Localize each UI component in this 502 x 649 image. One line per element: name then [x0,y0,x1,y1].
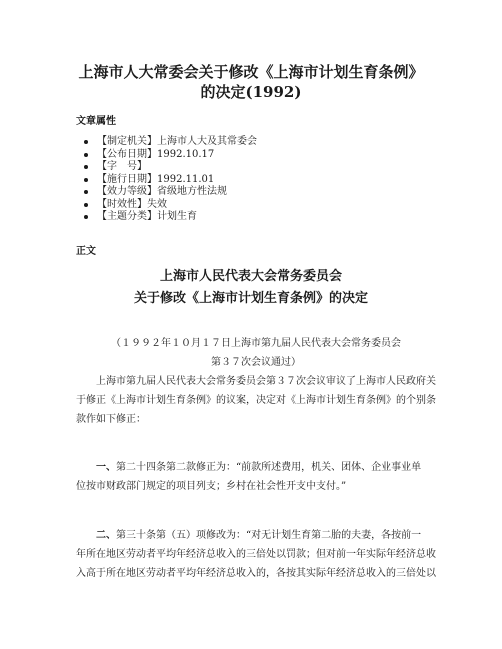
item1-number: 一、 [96,462,116,473]
item2-line-3: 入高于所在地区劳动者平均年经济总收入的，各按其实际年经济总收入的三倍处以 [76,568,436,579]
bullet-icon [84,203,88,207]
item2-line-1 [76,526,436,545]
bullet-icon [84,215,88,219]
item2-number: 二、 [96,530,116,541]
bullet-icon [84,178,88,182]
attribute-item [84,199,257,212]
attributes-list [84,136,257,224]
attribute-value: 1992.10.17 [157,148,215,160]
attribute-item [84,136,257,149]
decision-heading-line-2: 关于修改《上海市计划生育条例》的决定 [133,291,368,306]
attributes-section-label: 文章属性 [76,116,116,127]
bullet-icon [84,165,88,169]
body-section-label: 正文 [76,246,96,257]
amendment-item-2 [76,526,436,583]
item2-text-1: 第三十条第（五）项修改为：“对无计划生育第二胎的夫妻，各按前一 [116,530,422,541]
amendment-item-1 [76,458,436,496]
attribute-value: 计划生育 [157,211,197,222]
item1-line-1 [76,458,436,477]
decision-heading-line-1: 上海市人民代表大会常务委员会 [159,269,342,284]
attribute-value: 省级地方性法规 [157,186,227,197]
adoption-note-line-1: （１９９２年１０月１７日上海市第九届人民代表大会常务委员会 [111,338,401,349]
attribute-value: 失效 [147,198,167,210]
intro-line-3: 款作如下修正： [76,414,146,425]
attribute-item [84,211,257,224]
attribute-key: 【主题分类】 [97,211,157,222]
attribute-key: 【施行日期】 [97,173,157,185]
attribute-value: 1992.11.01 [157,173,215,185]
attribute-key: 【字 号】 [97,161,147,172]
adoption-note-line-2: 第３７次会议通过） [211,357,301,368]
bullet-icon [84,153,88,157]
item1-line-2: 位按市财政部门规定的项目列支；乡村在社会性开支中支付。” [76,481,347,492]
attribute-key: 【效力等级】 [97,186,157,197]
attribute-key: 【制定机关】 [97,136,157,147]
attribute-key: 【公布日期】 [97,148,157,160]
attribute-value: 上海市人大及其常委会 [157,136,257,147]
attribute-item [84,149,257,162]
document-title [40,62,462,102]
bullet-icon [84,140,88,144]
attribute-key: 【时效性】 [97,198,147,210]
decision-heading [40,266,462,310]
attribute-item [84,186,257,199]
attribute-item [84,174,257,187]
item1-text-1: 第二十四条第二款修正为：“前款所述费用，机关、团体、企业事业单 [116,462,422,473]
item2-line-2: 年所在地区劳动者平均年经济总收入的三倍处以罚款；但对前一年实际年经济总收 [76,549,436,560]
document-title-line-1: 上海市人大常委会关于修改《上海市计划生育条例》 [78,63,424,81]
document-title-line-2: 的决定(1992) [200,83,302,101]
intro-line-1: 上海市第九届人民代表大会常务委员会第３７次会议审议了上海市人民政府关 [76,376,436,387]
adoption-note [76,334,436,372]
attribute-item [84,161,257,174]
intro-line-2: 于修正《上海市计划生育条例》的议案，决定对《上海市计划生育条例》的个别条 [76,395,436,406]
bullet-icon [84,190,88,194]
intro-paragraph [76,372,436,429]
